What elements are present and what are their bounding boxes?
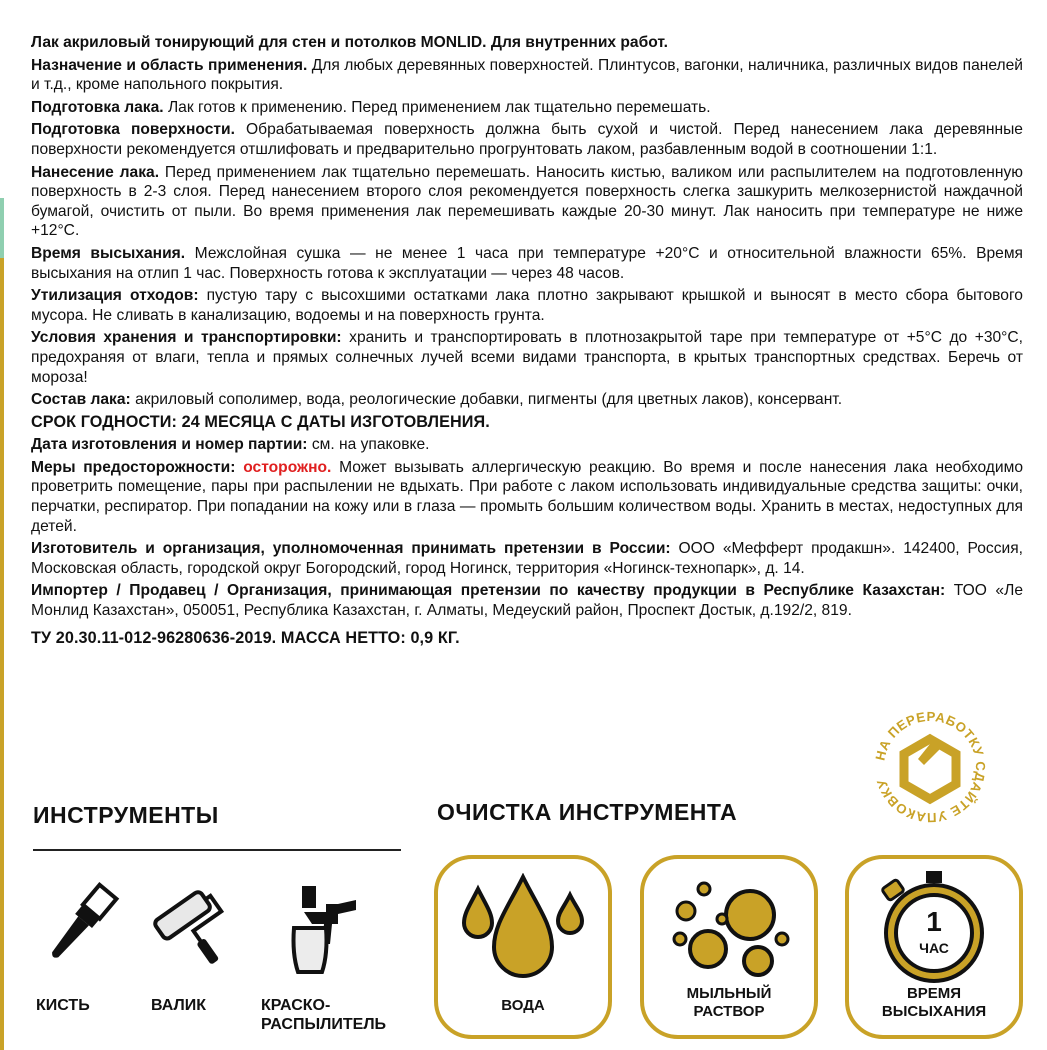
card-water <box>434 855 612 1039</box>
manufacturer: Изготовитель и организация, уполномоченная принимать претензии в России: ООО «Мефферт продакшн». 142400, Россия, Московская область, городской округ Богородский, город Ногинск, территория «Ногинск-технопарк», д. 14. <box>31 540 1023 577</box>
section-composition: Состав лака: акриловый сополимер, вода, реологические добавки, пигменты (для цветных лаков), консервант. <box>31 391 843 409</box>
cleaning-heading: ОЧИСТКА ИНСТРУМЕНТА <box>437 799 738 825</box>
product-title: Лак акриловый тонирующий для стен и потолков MONLID. Для внутренних работ. <box>31 34 668 51</box>
recycle-badge-text: НА ПЕРЕРАБОТКУ СДАЙТЕ УПАКОВКУ <box>872 708 989 826</box>
section-storage: Условия хранения и транспортировки: хранить и транспортировать в плотнозакрытой таре при температуре от +5°С до +30°С, предохраняя от влаги, тепла и прямых солнечных лучей всеми видами транспорта, в крытых транспортных средствах. Беречь от мороза! <box>31 329 1024 386</box>
card-label-soap: МЫЛЬНЫЙ РАСТВОР <box>686 985 772 1020</box>
stopwatch-unit: ЧАС <box>919 940 949 956</box>
tool-label-brush: КИСТЬ <box>36 997 90 1014</box>
card-label-drying: ВРЕМЯ ВЫСЫХАНИЯ <box>881 985 987 1020</box>
batch-info: Дата изготовления и номер партии: см. на упаковке. <box>31 436 430 454</box>
importer: Импортер / Продавец / Организация, принимающая претензии по качеству продукции в Республике Казахстан: ТОО «Ле Монлид Казахстан», 050051, Республика Казахстан, г. Алматы, Медеуский район, Проспект Достык, д.192/2, 819. <box>31 582 1023 620</box>
spec-weight: ТУ 20.30.11-012-96280636-2019. МАССА НЕТТО: 0,9 КГ. <box>31 628 460 647</box>
section-disposal: Утилизация отходов: пустую тару с высохшими остатками лака плотно закрывают крышкой и выносят в место сбора бытового мусора. Не сливать в канализацию, водоемы и на поверхность грунта. <box>31 287 1023 324</box>
section-varnish-prep: Подготовка лака. Лак готов к применению. Перед применением лак тщательно перемешать. <box>31 98 711 116</box>
shelf-life: СРОК ГОДНОСТИ: 24 МЕСЯЦА С ДАТЫ ИЗГОТОВЛЕНИЯ. <box>31 412 490 431</box>
left-edge-gold <box>0 258 4 1050</box>
section-surface-prep: Подготовка поверхности. Обрабатываемая поверхность должна быть сухой и чистой. Перед нанесением лака деревянные поверхности рекомендуется отшлифовать и предварительно прогрунтовать лаком, разбавленным водой в соотношении 1:1. <box>31 121 1023 158</box>
tools-heading: ИНСТРУМЕНТЫ <box>33 802 219 828</box>
instructions-text <box>31 33 1023 651</box>
card-label-water: ВОДА <box>501 997 545 1014</box>
stopwatch-value: 1 <box>926 906 942 937</box>
brush-icon <box>36 878 126 970</box>
tools-divider <box>33 849 401 851</box>
section-drying-time: Время высыхания. Межслойная сушка — не менее 1 часа при температуре +20°С и относительной влажности 65%. Время высыхания на отлип 1 час. Поверхность готова к эксплуатации — через 48 часов. <box>31 244 1023 282</box>
left-edge-green <box>0 198 4 258</box>
tool-label-spray: КРАСКО- РАСПЫЛИТЕЛЬ <box>261 997 387 1033</box>
roller-icon <box>148 880 232 972</box>
spray-gun-icon <box>282 884 362 980</box>
left-edge-white <box>0 0 4 200</box>
water-drops-icon <box>458 873 588 989</box>
warning-word: осторожно. <box>243 458 332 476</box>
soap-bubbles-icon <box>664 873 794 981</box>
section-application: Нанесение лака. Перед применением лак тщательно перемешать. Наносить кистью, валиком или распылителем на подготовленную поверхность в 2-3 слоя. Перед нанесением второго слоя рекомендуется поверхность слегка зашкурить мелкозернистой наждачной бумагой, очистить от пыли. Во время применения лак перемешивать каждые 20-30 минут. Лак наносить при температуре не ниже +12°С. <box>31 163 1023 240</box>
precautions: Меры предосторожности: осторожно. Может вызывать аллергическую реакцию. Во время и после нанесения лака необходимо проветрить помещение, пары при распылении не вдыхать. При работе с лаком использовать индивидуальные средства защиты: очки, перчатки, респиратор. При попадании на кожу или в глаза — промыть большим количеством воды. Хранить в местах, недоступных для детей. <box>31 458 1023 535</box>
section-purpose: Назначение и область применения. Для любых деревянных поверхностей. Плинтусов, вагонки, наличника, различных видов панелей и т.д., кроме напольного покрытия. <box>31 56 1023 94</box>
stopwatch-icon <box>874 869 994 985</box>
card-soap <box>640 855 818 1039</box>
recycle-badge-icon <box>868 705 992 829</box>
card-drying-time <box>845 855 1023 1039</box>
tool-label-roller: ВАЛИК <box>151 997 206 1014</box>
